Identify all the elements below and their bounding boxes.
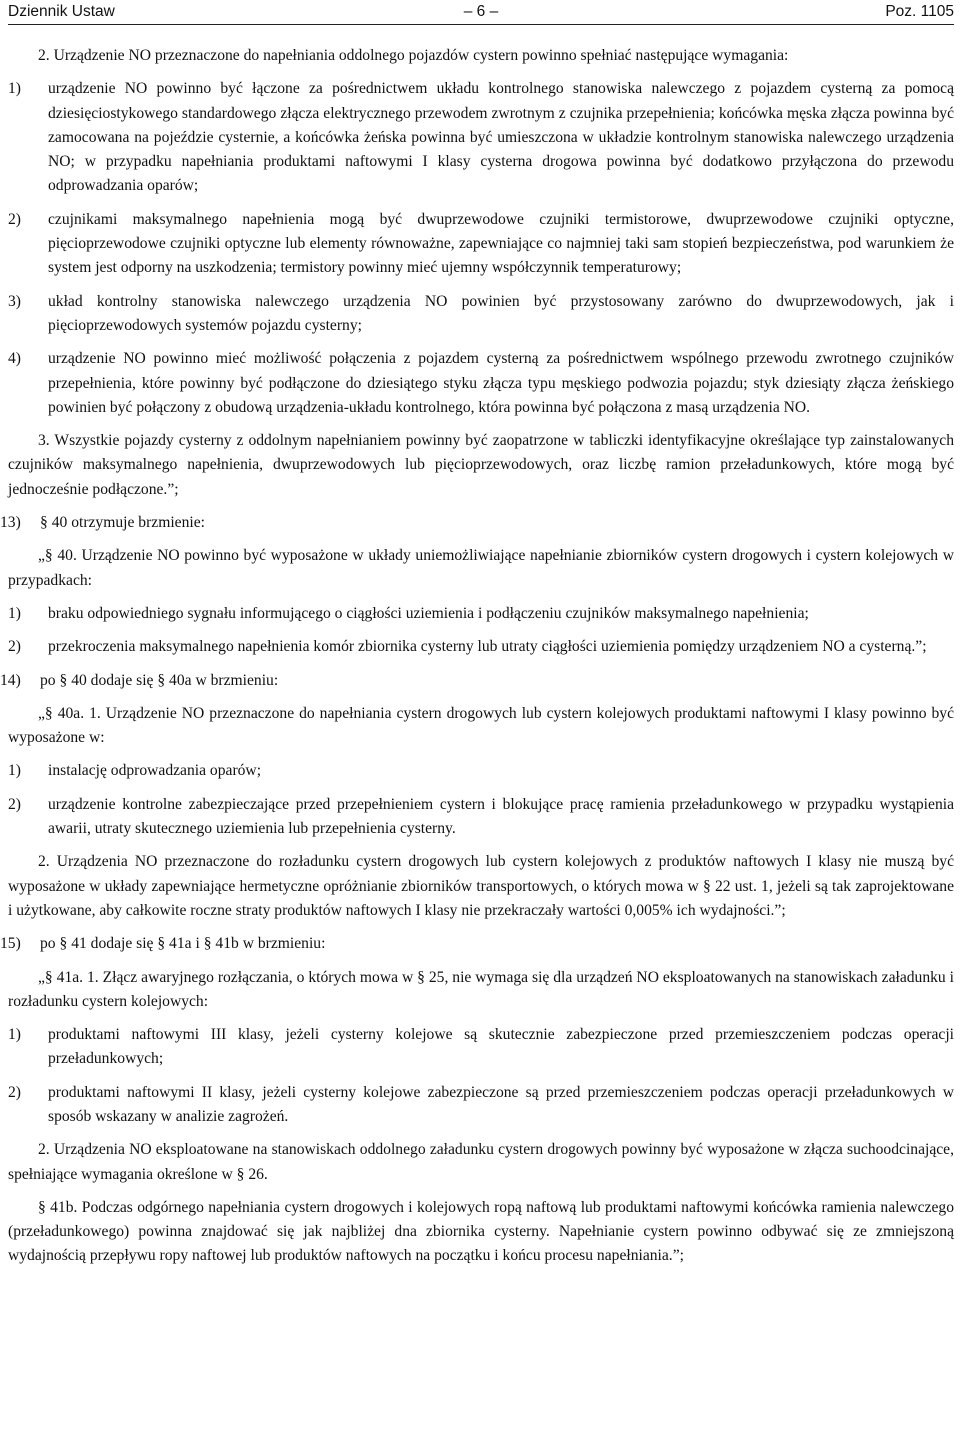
document-body — [0, 25, 954, 1269]
item-text: produktami naftowymi II klasy, jeżeli cysterny kolejowe zabezpieczone są przed przemieszczeniem podczas operacji przeładunkowych w sposób wskazany w analizie zagrożeń. — [48, 1083, 954, 1125]
list-item — [8, 1081, 954, 1130]
amendment-text: § 40 otrzymuje brzmienie: — [40, 514, 205, 532]
item-text: braku odpowiedniego sygnału informującego o ciągłości uziemienia i podłączeniu czujników maksymalnego napełnienia; — [48, 604, 809, 622]
paragraph-41b: § 41b. Podczas odgórnego napełniania cystern drogowych i kolejowych ropą naftową lub produktami naftowymi końcówka ramienia nalewczego (przeładunkowego) powinna znajdować się jak najbliżej dna zbiornika cysterny. Napełnianie cystern powinno odbywać się ze zmniejszoną wydajnością przepływu ropy naftowej lub produktów naftowych na początku i końcu procesu napełniania.”; — [8, 1198, 954, 1265]
paragraph-41a-1: „§ 41a. 1. Złącz awaryjnego rozłączania, o których mowa w § 25, nie wymaga się dla urządzeń NO eksploatowanych na stanowiskach załadunku i rozładunku cystern kolejowych: — [8, 968, 954, 1010]
item-text: czujnikami maksymalnego napełnienia mogą być dwuprzewodowe czujniki termistorowe, dwuprzewodowe czujniki optyczne, pięcioprzewodowe czujniki optyczne lub elementy równoważne, zapewniające co najmniej taki sam stopień bezpieczeństwa, pod warunkiem że system jest odporny na uszkodzenia; termistory powinny mieć ujemny współczynnik temperaturowy; — [48, 210, 954, 277]
item-text: urządzenie NO powinno być łączone za pośrednictwem układu kontrolnego stanowiska nalewczego z pojazdem cysterną za pomocą dziesięciostykowego standardowego złącza elektrycznego przewodem zwrotnym z czujnika przepełnienia; końcówka męska złącza powinna być zamocowana na pojeździe cysternie, a końcówka żeńska powinna być umieszczona w układzie kontrolnym stanowiska nalewczego urządzenia NO; w przypadku napełniania produktami naftowymi I klasy cysterna drogowa powinna być dodatkowo przyłączona do przewodu odprowadzania oparów; — [48, 80, 954, 195]
list-item — [8, 77, 954, 198]
item-number: 2) — [8, 795, 21, 813]
amendment-number: 13) — [0, 514, 21, 532]
item-number: 3) — [8, 292, 21, 310]
list-item — [8, 208, 954, 281]
paragraph-40a-2: 2. Urządzenia NO przeznaczone do rozładunku cystern drogowych lub cystern kolejowych z produktów naftowych I klasy nie muszą być wyposażone w układy zapewniające hermetyczne opróżnianie zbiorników transportowych, o których mowa w § 22 ust. 1, jeżeli są tak zaprojektowane i użytkowane, aby całkowite roczne straty produktów naftowych I klasy nie przekraczały wartości 0,005% ich wydajności.”; — [8, 853, 954, 919]
paragraph-41a-2: 2. Urządzenia NO eksploatowane na stanowiskach oddolnego załadunku cystern drogowych powinny być wyposażone w złącza suchoodcinające, spełniające wymagania określone w § 26. — [8, 1141, 954, 1183]
item-number: 4) — [8, 350, 21, 368]
amendment-number: 15) — [0, 935, 21, 953]
list-item — [8, 635, 954, 659]
item-number: 1) — [8, 80, 21, 98]
journal-title: Dziennik Ustaw — [8, 3, 115, 20]
item-number: 1) — [8, 762, 21, 780]
list-item — [8, 290, 954, 339]
amendment-text: po § 40 dodaje się § 40a w brzmieniu: — [40, 671, 279, 689]
page-number: – 6 – — [463, 3, 499, 20]
item-text: urządzenie kontrolne zabezpieczające przed przepełnieniem cystern i blokujące pracę ramienia przeładunkowego w przypadku wystąpienia awarii, utraty skutecznego uziemienia lub przepełnienia cysterny. — [48, 795, 954, 838]
list-item — [8, 347, 954, 420]
paragraph-40: „§ 40. Urządzenie NO powinno być wyposażone w układy uniemożliwiające napełnianie zbiorników cystern drogowych i cystern kolejowych w przypadkach: — [8, 547, 954, 589]
item-number: 2) — [8, 1083, 21, 1101]
amendment-number: 14) — [0, 671, 21, 689]
paragraph-40a-1: „§ 40a. 1. Urządzenie NO przeznaczone do napełniania cystern drogowych lub cystern kolejowych produktami naftowymi I klasy powinno być wyposażone w: — [8, 704, 954, 747]
amendment-text: po § 41 dodaje się § 41a i § 41b w brzmieniu: — [40, 935, 326, 953]
paragraph-3: 3. Wszystkie pojazdy cysterny z oddolnym napełnianiem powinny być zaopatrzone w tabliczki identyfikacyjne określające typ zainstalowanych czujników maksymalnego napełnienia, dwuprzewodowych lub pięcioprzewodowych, oraz liczbę ramion przeładunkowych, które mogą być jednocześnie podłączone.”; — [8, 432, 954, 498]
item-number: 1) — [8, 604, 21, 622]
list-item — [8, 602, 954, 626]
item-number: 2) — [8, 638, 21, 656]
position-number: Poz. 1105 — [885, 3, 954, 20]
amendment-15 — [0, 932, 954, 956]
amendment-14 — [0, 669, 954, 693]
list-item — [8, 1023, 954, 1072]
item-number: 2) — [8, 210, 21, 228]
item-text: produktami naftowymi III klasy, jeżeli cysterny kolejowe są skutecznie zabezpieczone przed przemieszczeniem podczas operacji przeładunkowych; — [48, 1026, 954, 1068]
item-number: 1) — [8, 1026, 21, 1044]
list-item — [8, 759, 954, 783]
item-text: urządzenie NO powinno mieć możliwość połączenia z pojazdem cysterną za pośrednictwem wspólnego przewodu zwrotnego czujników przepełnienia, które powinny być podłączone do dziesiątego styku złącza typu męskiego podwozia pojazdu; styk dziesiąty złącza żeńskiego powinien być połączony z obudową urządzenia-układu kontrolnego, która powinna być połączona z masą urządzenia NO. — [48, 350, 954, 416]
item-text: instalację odprowadzania oparów; — [48, 762, 262, 780]
item-text: układ kontrolny stanowiska nalewczego urządzenia NO powinien być przystosowany zarówno do dwuprzewodowych, jak i pięcioprzewodowych systemów pojazdu cysterny; — [48, 292, 954, 334]
list-item — [8, 793, 954, 842]
amendment-13 — [0, 511, 954, 535]
item-text: przekroczenia maksymalnego napełnienia komór zbiornika cysterny lub utraty ciągłości uziemienia pomiędzy urządzeniem NO a cysterną.”; — [48, 638, 927, 656]
page-header — [8, 0, 954, 25]
paragraph-2: 2. Urządzenie NO przeznaczone do napełniania oddolnego pojazdów cystern powinno spełniać następujące wymagania: — [38, 47, 789, 64]
